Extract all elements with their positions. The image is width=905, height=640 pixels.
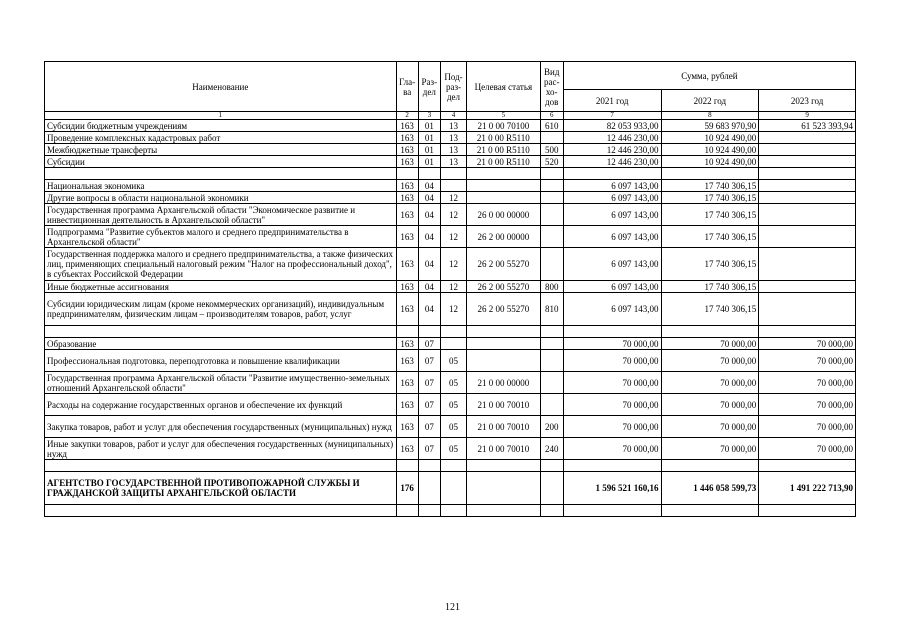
row-amount-2023: 70 000,00 <box>759 438 856 460</box>
row-chapter: 163 <box>396 416 418 438</box>
table-row <box>45 338 856 350</box>
header-glava: Гла-ва <box>396 62 418 112</box>
row-chapter: 163 <box>396 192 418 204</box>
row-section: 07 <box>418 338 440 350</box>
row-expense-type <box>540 248 563 281</box>
row-expense-type <box>540 132 563 144</box>
row-amount-2021: 6 097 143,00 <box>563 248 661 281</box>
row-chapter: 163 <box>396 180 418 192</box>
column-number: 8 <box>661 112 759 120</box>
row-amount-2021: 6 097 143,00 <box>563 281 661 293</box>
row-amount-2021: 70 000,00 <box>563 416 661 438</box>
row-target-article: 21 0 00 70010 <box>467 416 541 438</box>
row-amount-2021: 6 097 143,00 <box>563 180 661 192</box>
table-row <box>45 226 856 248</box>
row-chapter: 163 <box>396 132 418 144</box>
row-amount-2021: 70 000,00 <box>563 372 661 394</box>
row-target-article: 21 0 00 70010 <box>467 438 541 460</box>
row-amount-2023 <box>759 192 856 204</box>
row-subsection: 12 <box>440 204 466 226</box>
row-name: АГЕНТСТВО ГОСУДАРСТВЕННОЙ ПРОТИВОПОЖАРНОЙ СЛУЖБЫ И ГРАЖДАНСКОЙ ЗАЩИТЫ АРХАНГЕЛЬСКОЙ ОБЛАСТИ <box>45 472 397 505</box>
column-number: 3 <box>418 112 440 120</box>
row-name: Иные бюджетные ассигнования <box>45 281 397 293</box>
row-amount-2023 <box>759 144 856 156</box>
row-subsection: 12 <box>440 226 466 248</box>
row-target-article <box>467 338 541 350</box>
row-expense-type <box>540 350 563 372</box>
row-amount-2023 <box>759 226 856 248</box>
row-section: 07 <box>418 394 440 416</box>
row-chapter: 163 <box>396 372 418 394</box>
row-amount-2021: 6 097 143,00 <box>563 226 661 248</box>
row-target-article <box>467 180 541 192</box>
row-amount-2021: 6 097 143,00 <box>563 192 661 204</box>
row-section: 07 <box>418 438 440 460</box>
row-amount-2022: 1 446 058 599,73 <box>661 472 759 505</box>
row-amount-2022: 70 000,00 <box>661 372 759 394</box>
header-vid: Вид рас-хо-дов <box>540 62 563 112</box>
row-expense-type <box>540 226 563 248</box>
row-name: Национальная экономика <box>45 180 397 192</box>
row-amount-2021: 70 000,00 <box>563 350 661 372</box>
row-subsection: 13 <box>440 156 466 168</box>
row-section: 07 <box>418 350 440 372</box>
row-amount-2021: 12 446 230,00 <box>563 156 661 168</box>
spacer-row <box>45 505 856 517</box>
row-target-article: 26 2 00 55270 <box>467 293 541 326</box>
table-row-agency-total <box>45 472 856 505</box>
row-target-article: 26 2 00 00000 <box>467 226 541 248</box>
row-target-article: 26 2 00 55270 <box>467 248 541 281</box>
row-subsection: 13 <box>440 144 466 156</box>
header-podrazdel: Под-раз-дел <box>440 62 466 112</box>
row-section: 01 <box>418 132 440 144</box>
row-subsection: 05 <box>440 372 466 394</box>
row-amount-2022: 70 000,00 <box>661 438 759 460</box>
row-amount-2023: 70 000,00 <box>759 372 856 394</box>
row-section: 04 <box>418 281 440 293</box>
table-row <box>45 204 856 226</box>
row-chapter: 176 <box>396 472 418 505</box>
row-expense-type: 520 <box>540 156 563 168</box>
page-number: 121 <box>445 602 460 613</box>
row-amount-2021: 1 596 521 160,16 <box>563 472 661 505</box>
row-amount-2021: 70 000,00 <box>563 338 661 350</box>
row-amount-2022: 17 740 306,15 <box>661 226 759 248</box>
row-section: 04 <box>418 180 440 192</box>
row-chapter: 163 <box>396 394 418 416</box>
table-row <box>45 394 856 416</box>
row-amount-2023 <box>759 248 856 281</box>
row-name: Межбюджетные трансферты <box>45 144 397 156</box>
column-number: 2 <box>396 112 418 120</box>
row-expense-type: 800 <box>540 281 563 293</box>
row-amount-2023 <box>759 293 856 326</box>
row-amount-2021: 12 446 230,00 <box>563 144 661 156</box>
row-target-article: 21 0 00 70100 <box>467 120 541 132</box>
row-amount-2022: 70 000,00 <box>661 350 759 372</box>
row-section: 07 <box>418 372 440 394</box>
row-expense-type <box>540 192 563 204</box>
row-chapter: 163 <box>396 156 418 168</box>
row-name: Иные закупки товаров, работ и услуг для обеспечения государственных (муниципальных) нужд <box>45 438 397 460</box>
column-number-row <box>45 112 856 120</box>
row-amount-2022: 59 683 970,90 <box>661 120 759 132</box>
row-subsection: 12 <box>440 281 466 293</box>
row-name: Расходы на содержание государственных органов и обеспечение их функций <box>45 394 397 416</box>
row-section: 01 <box>418 144 440 156</box>
table-row <box>45 180 856 192</box>
row-section: 01 <box>418 156 440 168</box>
header-razdel: Раз-дел <box>418 62 440 112</box>
row-expense-type: 500 <box>540 144 563 156</box>
row-section: 04 <box>418 293 440 326</box>
row-amount-2022: 70 000,00 <box>661 416 759 438</box>
table-row <box>45 281 856 293</box>
row-name: Субсидии <box>45 156 397 168</box>
row-amount-2023 <box>759 156 856 168</box>
row-amount-2022: 17 740 306,15 <box>661 293 759 326</box>
row-subsection: 05 <box>440 394 466 416</box>
row-amount-2022: 10 924 490,00 <box>661 156 759 168</box>
row-section: 07 <box>418 416 440 438</box>
row-target-article: 21 0 00 R5110 <box>467 132 541 144</box>
row-amount-2022: 70 000,00 <box>661 338 759 350</box>
row-target-article: 26 2 00 55270 <box>467 281 541 293</box>
row-name: Государственная поддержка малого и среднего предпринимательства, а также физических лиц, применяющих специальный налоговый режим "Налог на профессиональный доход", в субъектах Российской Федерации <box>45 248 397 281</box>
row-section: 04 <box>418 226 440 248</box>
row-amount-2022: 17 740 306,15 <box>661 281 759 293</box>
row-subsection <box>440 180 466 192</box>
row-name: Проведение комплексных кадастровых работ <box>45 132 397 144</box>
row-section: 01 <box>418 120 440 132</box>
row-subsection: 12 <box>440 248 466 281</box>
table-row <box>45 350 856 372</box>
row-amount-2023 <box>759 180 856 192</box>
row-chapter: 163 <box>396 350 418 372</box>
header-target: Целевая статья <box>467 62 541 112</box>
row-target-article: 26 0 00 00000 <box>467 204 541 226</box>
row-amount-2023: 70 000,00 <box>759 416 856 438</box>
row-amount-2021: 6 097 143,00 <box>563 293 661 326</box>
row-section: 04 <box>418 248 440 281</box>
header-year-2021: 2021 год <box>563 90 661 112</box>
row-expense-type: 200 <box>540 416 563 438</box>
column-number: 6 <box>540 112 563 120</box>
column-number: 4 <box>440 112 466 120</box>
row-target-article: 21 0 00 R5110 <box>467 144 541 156</box>
row-chapter: 163 <box>396 144 418 156</box>
spacer-row <box>45 326 856 338</box>
row-chapter: 163 <box>396 293 418 326</box>
table-row <box>45 192 856 204</box>
header-year-2022: 2022 год <box>661 90 759 112</box>
row-amount-2022: 10 924 490,00 <box>661 132 759 144</box>
row-target-article <box>467 350 541 372</box>
row-amount-2022: 17 740 306,15 <box>661 248 759 281</box>
row-expense-type: 240 <box>540 438 563 460</box>
row-amount-2022: 70 000,00 <box>661 394 759 416</box>
column-number: 1 <box>45 112 397 120</box>
row-name: Государственная программа Архангельской области "Развитие имущественно-земельных отношений Архангельской области" <box>45 372 397 394</box>
table-row <box>45 372 856 394</box>
row-amount-2022: 17 740 306,15 <box>661 192 759 204</box>
table-row <box>45 248 856 281</box>
row-subsection: 13 <box>440 132 466 144</box>
spacer-row <box>45 168 856 180</box>
row-target-article: 21 0 00 R5110 <box>467 156 541 168</box>
row-name: Закупка товаров, работ и услуг для обеспечения государственных (муниципальных) нужд <box>45 416 397 438</box>
table-row <box>45 120 856 132</box>
row-expense-type <box>540 472 563 505</box>
spacer-row <box>45 460 856 472</box>
header-name: Наименование <box>45 62 397 112</box>
row-amount-2023: 61 523 393,94 <box>759 120 856 132</box>
row-name: Другие вопросы в области национальной экономики <box>45 192 397 204</box>
column-number: 9 <box>759 112 856 120</box>
row-amount-2023: 1 491 222 713,90 <box>759 472 856 505</box>
row-expense-type <box>540 394 563 416</box>
row-subsection <box>440 338 466 350</box>
row-target-article: 21 0 00 00000 <box>467 372 541 394</box>
row-target-article <box>467 472 541 505</box>
row-amount-2023 <box>759 204 856 226</box>
table-row <box>45 416 856 438</box>
row-chapter: 163 <box>396 120 418 132</box>
row-amount-2023: 70 000,00 <box>759 394 856 416</box>
row-expense-type <box>540 372 563 394</box>
header-year-2023: 2023 год <box>759 90 856 112</box>
row-amount-2021: 12 446 230,00 <box>563 132 661 144</box>
row-amount-2021: 6 097 143,00 <box>563 204 661 226</box>
row-chapter: 163 <box>396 438 418 460</box>
row-name: Субсидии бюджетным учреждениям <box>45 120 397 132</box>
row-amount-2023 <box>759 281 856 293</box>
row-subsection <box>440 472 466 505</box>
budget-table <box>44 61 856 517</box>
row-amount-2021: 70 000,00 <box>563 438 661 460</box>
row-name: Профессиональная подготовка, переподготовка и повышение квалификации <box>45 350 397 372</box>
row-expense-type: 810 <box>540 293 563 326</box>
row-target-article: 21 0 00 70010 <box>467 394 541 416</box>
table-row <box>45 144 856 156</box>
row-subsection: 13 <box>440 120 466 132</box>
table-row <box>45 132 856 144</box>
row-subsection: 05 <box>440 416 466 438</box>
row-amount-2021: 82 053 933,00 <box>563 120 661 132</box>
row-amount-2022: 17 740 306,15 <box>661 204 759 226</box>
row-amount-2023 <box>759 132 856 144</box>
column-number: 7 <box>563 112 661 120</box>
row-chapter: 163 <box>396 226 418 248</box>
row-expense-type <box>540 338 563 350</box>
row-expense-type <box>540 204 563 226</box>
table-row <box>45 156 856 168</box>
row-name: Государственная программа Архангельской области "Экономическое развитие и инвестиционная деятельность в Архангельской области" <box>45 204 397 226</box>
row-section: 04 <box>418 204 440 226</box>
row-subsection: 12 <box>440 192 466 204</box>
row-name: Подпрограмма "Развитие субъектов малого и среднего предпринимательства в Архангельской области" <box>45 226 397 248</box>
table-row <box>45 293 856 326</box>
row-name: Образование <box>45 338 397 350</box>
row-chapter: 163 <box>396 338 418 350</box>
row-amount-2022: 17 740 306,15 <box>661 180 759 192</box>
row-amount-2021: 70 000,00 <box>563 394 661 416</box>
row-amount-2023: 70 000,00 <box>759 350 856 372</box>
row-expense-type: 610 <box>540 120 563 132</box>
table-row <box>45 438 856 460</box>
row-amount-2023: 70 000,00 <box>759 338 856 350</box>
row-target-article <box>467 192 541 204</box>
header-sum: Сумма, рублей <box>563 62 855 90</box>
row-section: 04 <box>418 192 440 204</box>
row-subsection: 05 <box>440 350 466 372</box>
row-chapter: 163 <box>396 281 418 293</box>
row-subsection: 12 <box>440 293 466 326</box>
row-name: Субсидии юридическим лицам (кроме некоммерческих организаций), индивидуальным предпринимателям, физическим лицам – производителям товаров, работ, услуг <box>45 293 397 326</box>
row-chapter: 163 <box>396 248 418 281</box>
row-chapter: 163 <box>396 204 418 226</box>
row-expense-type <box>540 180 563 192</box>
row-subsection: 05 <box>440 438 466 460</box>
column-number: 5 <box>467 112 541 120</box>
row-section <box>418 472 440 505</box>
row-amount-2022: 10 924 490,00 <box>661 144 759 156</box>
